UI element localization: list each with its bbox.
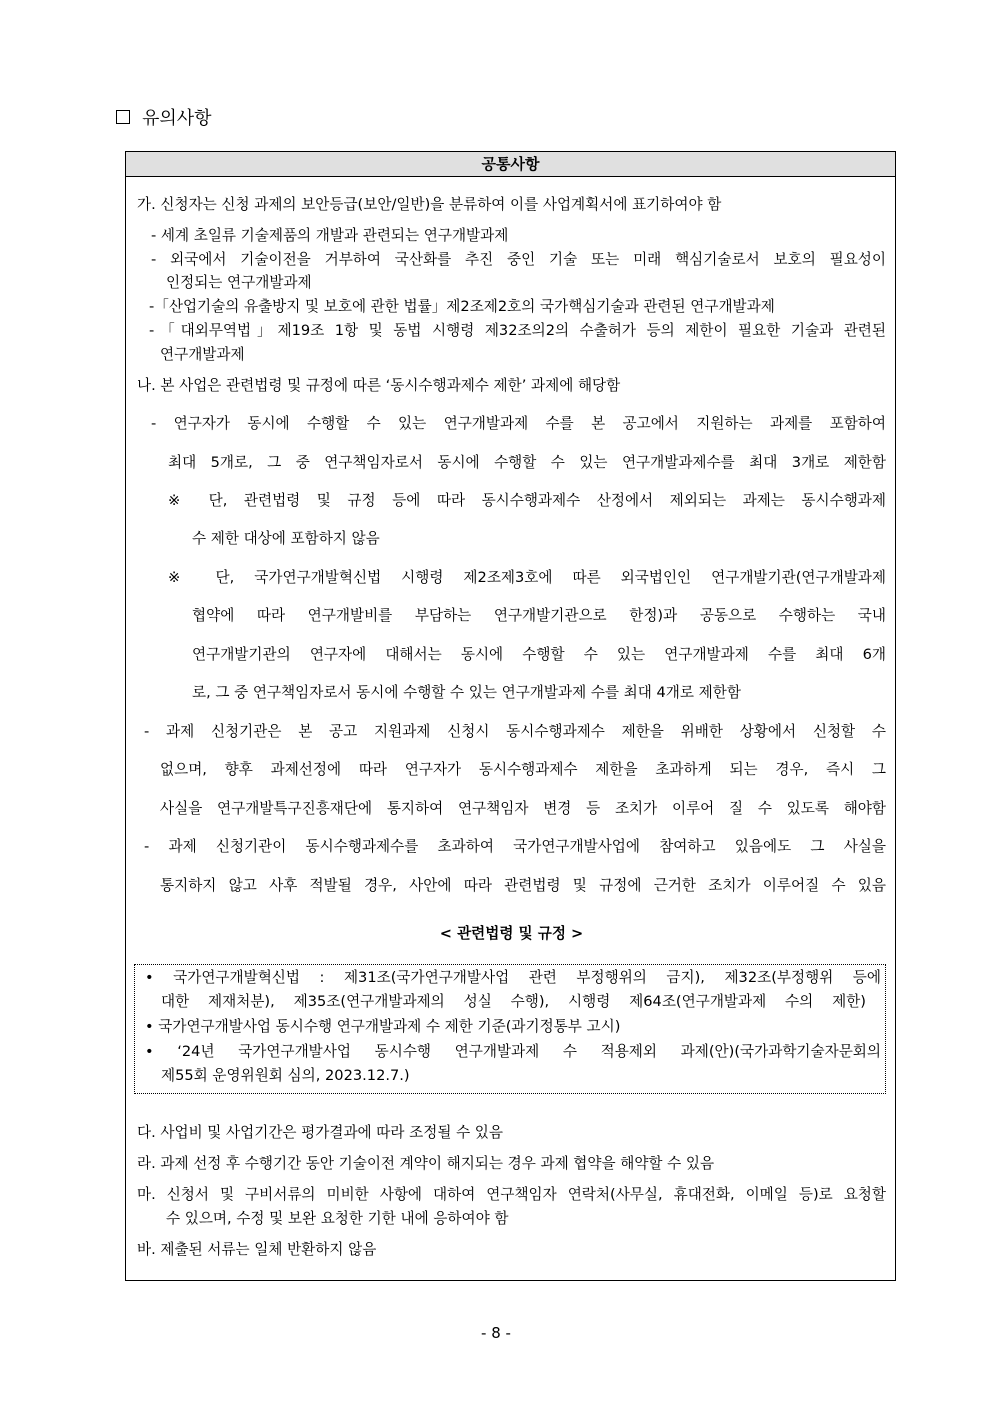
item-ma: 마. 신청서 및 구비서류의 미비한 사항에 대하여 연구책임자 연락처(사무실, 휴대전화, 이메일 등)로 요청할 bbox=[137, 1186, 886, 1203]
item-na-note-2-cont-1: 협약에 따라 연구개발비를 부담하는 연구개발기관으로 한정)과 공동으로 수행하는 국내 bbox=[192, 607, 886, 624]
item-na-note-1: ※ 단, 관련법령 및 규정 등에 따라 동시수행과제수 산정에서 제외되는 과제는 동시수행과제 bbox=[168, 492, 886, 509]
item-na-sub-2-cont-1: 없으며, 향후 과제선정에 따라 연구자가 동시수행과제수 제한을 초과하게 되는 경우, 즉시 그 bbox=[160, 761, 886, 778]
item-ga-sub-3: -「산업기술의 유출방지 및 보호에 관한 법률」제2조제2호의 국가핵심기술과 관련된 연구개발과제 bbox=[149, 298, 775, 315]
item-na-note-2-cont-3: 로, 그 중 연구책임자로서 동시에 수행할 수 있는 연구개발과제 수를 최대 4개로 제한함 bbox=[192, 684, 741, 701]
item-ga-sub-4-cont: 연구개발과제 bbox=[160, 346, 245, 363]
ref-item-1: • 국가연구개발혁신법 : 제31조(국가연구개발사업 관련 부정행위의 금지), 제32조(부정행위 등에 bbox=[145, 969, 881, 986]
item-ga-sub-2: - 외국에서 기술이전을 거부하여 국산화를 추진 중인 기술 또는 미래 핵심기술로서 보호의 필요성이 bbox=[151, 251, 886, 268]
box-header: 공통사항 bbox=[126, 152, 895, 177]
item-ma-cont: 수 있으며, 수정 및 보완 요청한 기한 내에 응하여야 함 bbox=[166, 1210, 509, 1227]
page-number: - 8 - bbox=[481, 1324, 511, 1342]
item-na: 나. 본 사업은 관련법령 및 규정에 따른 ‘동시수행과제수 제한’ 과제에 해당함 bbox=[137, 377, 621, 394]
item-ga: 가. 신청자는 신청 과제의 보안등급(보안/일반)을 분류하여 이를 사업계획서에 표기하여야 함 bbox=[137, 196, 722, 213]
ref-item-1-cont: 대한 제재처분), 제35조(연구개발과제의 성실 수행), 시행령 제64조(연구개발과제 수의 제한) bbox=[161, 993, 866, 1010]
item-ba: 바. 제출된 서류는 일체 반환하지 않음 bbox=[137, 1241, 377, 1258]
related-laws-heading: < 관련법령 및 규정 > bbox=[439, 925, 584, 942]
ref-item-3-cont: 제55회 운영위원회 심의, 2023.12.7.) bbox=[161, 1067, 410, 1084]
checkbox-icon bbox=[116, 110, 130, 124]
ref-item-3: • ‘24년 국가연구개발사업 동시수행 연구개발과제 수 적용제외 과제(안)(국가과학기술자문회의 bbox=[145, 1043, 881, 1060]
item-na-note-2-cont-2: 연구개발기관의 연구자에 대해서는 동시에 수행할 수 있는 연구개발과제 수를 최대 6개 bbox=[192, 646, 886, 663]
item-na-sub-3-cont: 통지하지 않고 사후 적발될 경우, 사안에 따라 관련법령 및 규정에 근거한 조치가 이루어질 수 있음 bbox=[160, 877, 886, 894]
item-na-sub-3: - 과제 신청기관이 동시수행과제수를 초과하여 국가연구개발사업에 참여하고 있음에도 그 사실을 bbox=[144, 838, 886, 855]
item-da: 다. 사업비 및 사업기간은 평가결과에 따라 조정될 수 있음 bbox=[137, 1124, 503, 1141]
item-na-sub-1: - 연구자가 동시에 수행할 수 있는 연구개발과제 수를 본 공고에서 지원하는 과제를 포함하여 bbox=[151, 415, 886, 432]
item-na-sub-2-cont-2: 사실을 연구개발특구진흥재단에 통지하여 연구책임자 변경 등 조치가 이루어 질 수 있도록 해야함 bbox=[160, 800, 886, 817]
section-title bbox=[116, 106, 212, 132]
item-na-note-2: ※ 단, 국가연구개발혁신법 시행령 제2조제3호에 따른 외국법인인 연구개발기관(연구개발과제 bbox=[168, 569, 886, 586]
item-na-sub-2: - 과제 신청기관은 본 공고 지원과제 신청시 동시수행과제수 제한을 위배한 상황에서 신청할 수 bbox=[144, 723, 886, 740]
item-na-note-1-cont: 수 제한 대상에 포함하지 않음 bbox=[192, 530, 380, 547]
item-na-sub-1-cont: 최대 5개로, 그 중 연구책임자로서 동시에 수행할 수 있는 연구개발과제수를 최대 3개로 제한함 bbox=[168, 454, 886, 471]
item-ga-sub-4: -「대외무역법」제19조 1항 및 동법 시행령 제32조의2의 수출허가 등의 제한이 필요한 기술과 관련된 bbox=[149, 322, 886, 339]
item-ga-sub-1: - 세계 초일류 기술제품의 개발과 관련되는 연구개발과제 bbox=[151, 227, 509, 244]
item-ra: 라. 과제 선정 후 수행기간 동안 기술이전 계약이 해지되는 경우 과제 협약을 해약할 수 있음 bbox=[137, 1155, 715, 1172]
section-title-text: 유의사항 bbox=[142, 108, 212, 129]
related-laws-box bbox=[134, 964, 886, 1094]
item-ga-sub-2-cont: 인정되는 연구개발과제 bbox=[166, 274, 312, 291]
ref-item-2: • 국가연구개발사업 동시수행 연구개발과제 수 제한 기준(과기정통부 고시) bbox=[145, 1018, 621, 1035]
notice-box bbox=[125, 151, 896, 1281]
